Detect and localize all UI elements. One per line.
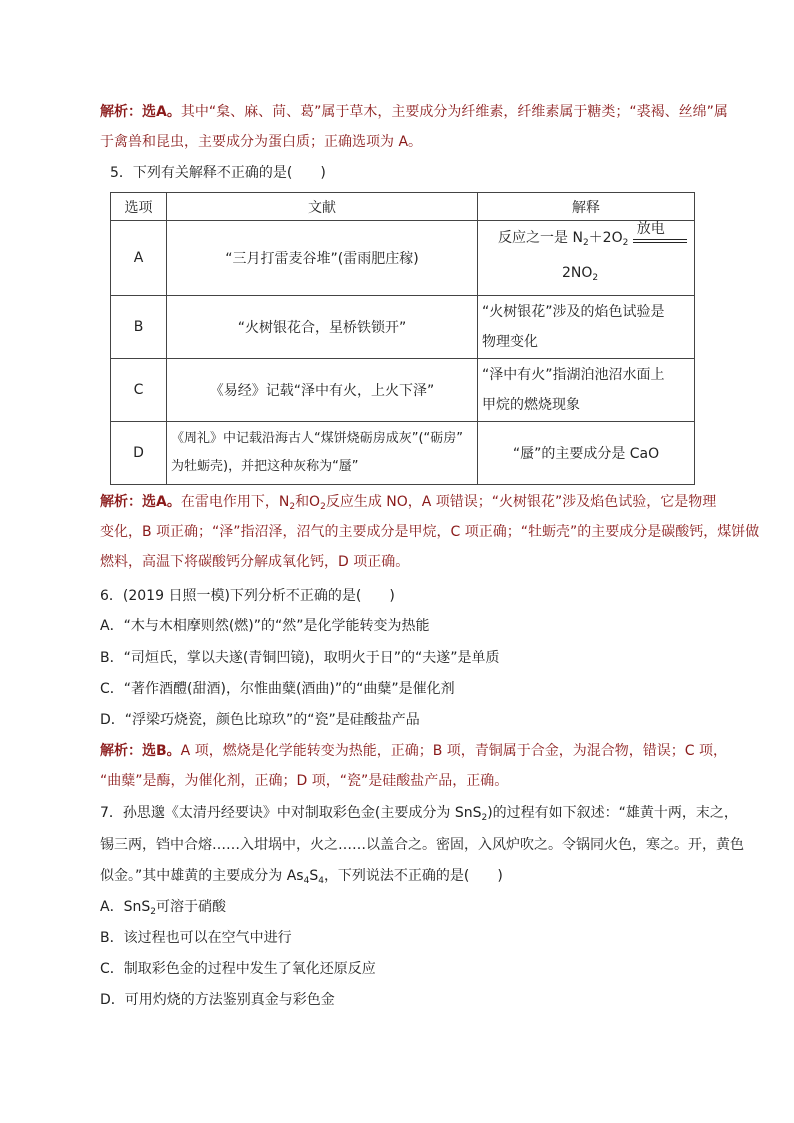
- reaction-condition-arrow: 放电: [633, 230, 687, 246]
- header-document: 文献: [167, 193, 478, 221]
- q6-answer-line-1: 解析：选B。A 项，燃烧是化学能转变为热能，正确；B 项，青铜属于合金，为混合物，错误；C 项，: [100, 743, 727, 759]
- q7-option-a: A．SnS$_2$可溶于硝酸: [100, 899, 226, 917]
- row-c-document: 《易经》记载“泽中有火，上火下泽”: [167, 359, 478, 422]
- header-option: 选项: [111, 193, 167, 221]
- row-b-explanation: “火树银花”涉及的焰色试验是 物理变化: [478, 296, 695, 359]
- q5-table: [110, 192, 695, 485]
- q6-option-c: C．“著作酒醴(甜酒)，尔惟曲糵(酒曲)”的“曲糵”是催化剂: [100, 681, 455, 697]
- q5-answer-line-1: 解析：选A。在雷电作用下，$N_2$和$O_2$反应生成 NO，A 项错误；“火树银花”涉及焰色试验，它是物理: [100, 494, 717, 512]
- q6-option-d: D．“浮梁巧烧瓷，颜色比琼玖”的“瓷”是硅酸盐产品: [100, 712, 420, 728]
- q6-answer-line-2: “曲糵”是酶，为催化剂，正确；D 项，“瓷”是硅酸盐产品，正确。: [100, 773, 509, 789]
- q7-option-b: B．该过程也可以在空气中进行: [100, 930, 292, 946]
- row-d-document: 《周礼》中记载沿海古人“煤饼烧砺房成灰”(“砺房” 为牡蛎壳)，并把这种灰称为“蜃”: [167, 422, 478, 485]
- row-a-explanation: [478, 221, 695, 296]
- table-row: [111, 359, 695, 422]
- row-c-option: C: [111, 359, 167, 422]
- q7-option-c: C．制取彩色金的过程中发生了氧化还原反应: [100, 961, 376, 977]
- table-row: [111, 296, 695, 359]
- reaction-line-2: $2NO_2$: [562, 265, 599, 283]
- q6-option-b: B．“司烜氏，掌以夫遂(青铜凹镜)，取明火于日”的“夫遂”是单质: [100, 650, 500, 666]
- row-c-explanation: “泽中有火”指湖泊池沼水面上 甲烷的燃烧现象: [478, 359, 695, 422]
- table-row: [111, 422, 695, 485]
- q7-stem-line-2: 锡三两，铛中合熔……入坩埚中，火之……以盖合之。密固，入风炉吹之。令锅同火色，寒之。开，黄色: [100, 837, 744, 853]
- q7-stem-line-3: 似金。”其中雄黄的主要成分为 $As_4S_4$，下列说法不正确的是( ): [100, 868, 503, 886]
- row-d-explanation: “蜃”的主要成分是 CaO: [478, 422, 695, 485]
- q7-stem-line-1: 7．孙思邈《太清丹经要诀》中对制取彩色金(主要成分为 SnS$_2$)的过程有如下叙述：“雄黄十两，末之，: [100, 805, 738, 823]
- reaction-line-1: 反应之一是 $N_2+2O_2$ 放电: [482, 227, 690, 254]
- q7-option-d: D．可用灼烧的方法鉴别真金与彩色金: [100, 992, 335, 1008]
- row-a-document: “三月打雷麦谷堆”(雷雨肥庄稼): [167, 221, 478, 296]
- table-header-row: [111, 193, 695, 221]
- header-explanation: 解释: [478, 193, 695, 221]
- q5-answer-line-2: 变化，B 项正确；“泽”指沼泽，沼气的主要成分是甲烷，C 项正确；“牡蛎壳”的主要成分是碳酸钙，煤饼做: [100, 524, 760, 540]
- q5-stem: 5．下列有关解释不正确的是( ): [110, 165, 326, 181]
- row-b-document: “火树银花合，星桥铁锁开”: [167, 296, 478, 359]
- row-d-option: D: [111, 422, 167, 485]
- q6-stem: 6．(2019 日照一模)下列分析不正确的是( ): [100, 588, 395, 604]
- q4-answer-line-2: 于禽兽和昆虫，主要成分为蛋白质；正确选项为 A。: [100, 134, 423, 150]
- q6-option-a: A．“木与木相摩则然(燃)”的“然”是化学能转变为热能: [100, 618, 430, 634]
- row-b-option: B: [111, 296, 167, 359]
- q4-answer-line-1: 解析：选A。其中“枲、麻、苘、葛”属于草木，主要成分为纤维素，纤维素属于糖类；“裘褐、丝绵”属: [100, 104, 728, 120]
- q5-answer-line-3: 燃料，高温下将碳酸钙分解成氧化钙，D 项正确。: [100, 554, 410, 570]
- row-a-option: A: [111, 221, 167, 296]
- table-row: [111, 221, 695, 296]
